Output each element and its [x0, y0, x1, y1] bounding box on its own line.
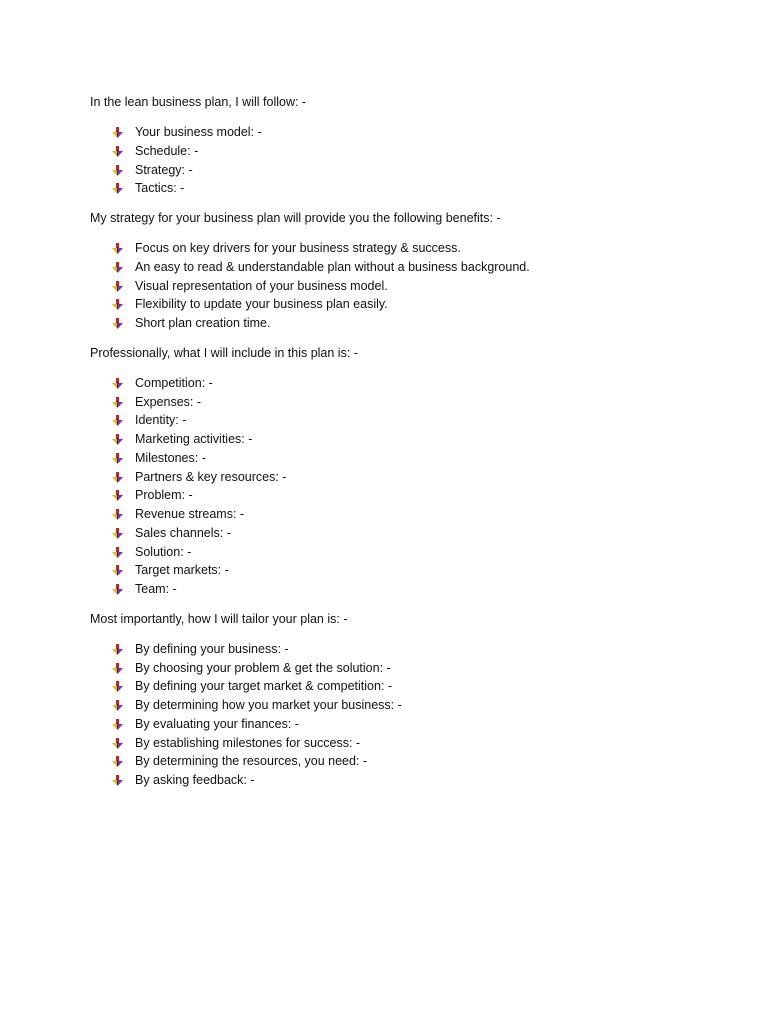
list-item	[90, 486, 730, 505]
list-item-text: Short plan creation time.	[135, 316, 271, 330]
down-arrow-bullet-icon	[112, 663, 123, 674]
section-heading: Most importantly, how I will tailor your plan is: -	[90, 611, 348, 626]
down-arrow-bullet-icon	[112, 146, 123, 157]
down-arrow-bullet-icon	[112, 415, 123, 426]
bullet-list	[90, 374, 730, 599]
down-arrow-bullet-icon	[112, 378, 123, 389]
list-item-text: Partners & key resources: -	[135, 469, 287, 484]
list-item	[90, 295, 730, 314]
list-item-text: By asking feedback: -	[135, 773, 255, 787]
list-item	[90, 677, 730, 696]
list-item-text: Identity: -	[135, 413, 187, 428]
list-item	[90, 524, 730, 543]
list-item-text: By establishing milestones for success: -	[135, 735, 361, 750]
list-item	[90, 314, 730, 333]
down-arrow-bullet-icon	[112, 547, 123, 558]
list-item-text: Revenue streams: -	[135, 507, 245, 521]
section-heading: In the lean business plan, I will follow: -	[90, 95, 307, 109]
section-heading: Professionally, what I will include in this plan is: -	[90, 345, 358, 360]
down-arrow-bullet-icon	[112, 528, 123, 539]
down-arrow-bullet-icon	[112, 738, 123, 749]
section-heading: My strategy for your business plan will provide you the following benefits: -	[90, 211, 501, 225]
down-arrow-bullet-icon	[112, 700, 123, 711]
down-arrow-bullet-icon	[112, 165, 123, 176]
list-item	[90, 715, 730, 734]
list-item	[90, 277, 730, 296]
down-arrow-bullet-icon	[112, 565, 123, 576]
list-item-text: By determining the resources, you need: -	[135, 754, 368, 769]
down-arrow-bullet-icon	[112, 509, 123, 520]
list-item-text: Flexibility to update your business plan easily.	[135, 297, 388, 312]
down-arrow-bullet-icon	[112, 490, 123, 501]
list-item	[90, 258, 730, 277]
list-item-text: Your business model: -	[135, 125, 262, 139]
down-arrow-bullet-icon	[112, 434, 123, 445]
list-item	[90, 393, 730, 412]
list-item-text: Expenses: -	[135, 394, 202, 409]
list-item	[90, 640, 730, 659]
list-item	[90, 580, 730, 599]
document-body	[90, 94, 730, 802]
bullet-list	[90, 239, 730, 333]
down-arrow-bullet-icon	[112, 318, 123, 329]
list-item	[90, 696, 730, 715]
list-item	[90, 771, 730, 790]
list-item	[90, 468, 730, 487]
down-arrow-bullet-icon	[112, 243, 123, 254]
list-item	[90, 374, 730, 393]
list-item-text: Sales channels: -	[135, 525, 231, 540]
list-item	[90, 561, 730, 580]
list-item-text: Marketing activities: -	[135, 432, 253, 446]
list-item-text: By determining how you market your business: -	[135, 698, 402, 712]
down-arrow-bullet-icon	[112, 472, 123, 483]
down-arrow-bullet-icon	[112, 719, 123, 730]
down-arrow-bullet-icon	[112, 397, 123, 408]
list-item	[90, 752, 730, 771]
list-item-text: Schedule: -	[135, 143, 199, 158]
list-item-text: Milestones: -	[135, 450, 206, 465]
list-item-text: Competition: -	[135, 375, 213, 390]
list-item-text: Target markets: -	[135, 563, 229, 578]
list-item	[90, 734, 730, 753]
list-item	[90, 543, 730, 562]
list-item-text: By defining your business: -	[135, 641, 289, 656]
down-arrow-bullet-icon	[112, 453, 123, 464]
list-item-text: By evaluating your finances: -	[135, 716, 299, 731]
list-item-text: Focus on key drivers for your business strategy & success.	[135, 241, 461, 255]
list-item	[90, 179, 730, 198]
down-arrow-bullet-icon	[112, 681, 123, 692]
list-item-text: Solution: -	[135, 544, 192, 559]
list-item-text: An easy to read & understandable plan without a business background.	[135, 259, 530, 274]
down-arrow-bullet-icon	[112, 644, 123, 655]
list-item	[90, 449, 730, 468]
list-item-text: Strategy: -	[135, 162, 193, 177]
list-item	[90, 161, 730, 180]
down-arrow-bullet-icon	[112, 262, 123, 273]
list-item	[90, 123, 730, 142]
list-item	[90, 505, 730, 524]
list-item	[90, 659, 730, 678]
list-item	[90, 239, 730, 258]
list-item-text: Visual representation of your business model.	[135, 278, 388, 293]
down-arrow-bullet-icon	[112, 127, 123, 138]
list-item	[90, 411, 730, 430]
down-arrow-bullet-icon	[112, 775, 123, 786]
list-item-text: Team: -	[135, 582, 177, 596]
list-item-text: Problem: -	[135, 488, 193, 503]
list-item-text: By defining your target market & competition: -	[135, 679, 393, 694]
list-item	[90, 142, 730, 161]
list-item	[90, 430, 730, 449]
down-arrow-bullet-icon	[112, 281, 123, 292]
list-item-text: Tactics: -	[135, 181, 185, 196]
down-arrow-bullet-icon	[112, 183, 123, 194]
down-arrow-bullet-icon	[112, 756, 123, 767]
down-arrow-bullet-icon	[112, 299, 123, 310]
down-arrow-bullet-icon	[112, 584, 123, 595]
bullet-list	[90, 640, 730, 790]
list-item-text: By choosing your problem & get the solution: -	[135, 660, 391, 675]
bullet-list	[90, 123, 730, 198]
